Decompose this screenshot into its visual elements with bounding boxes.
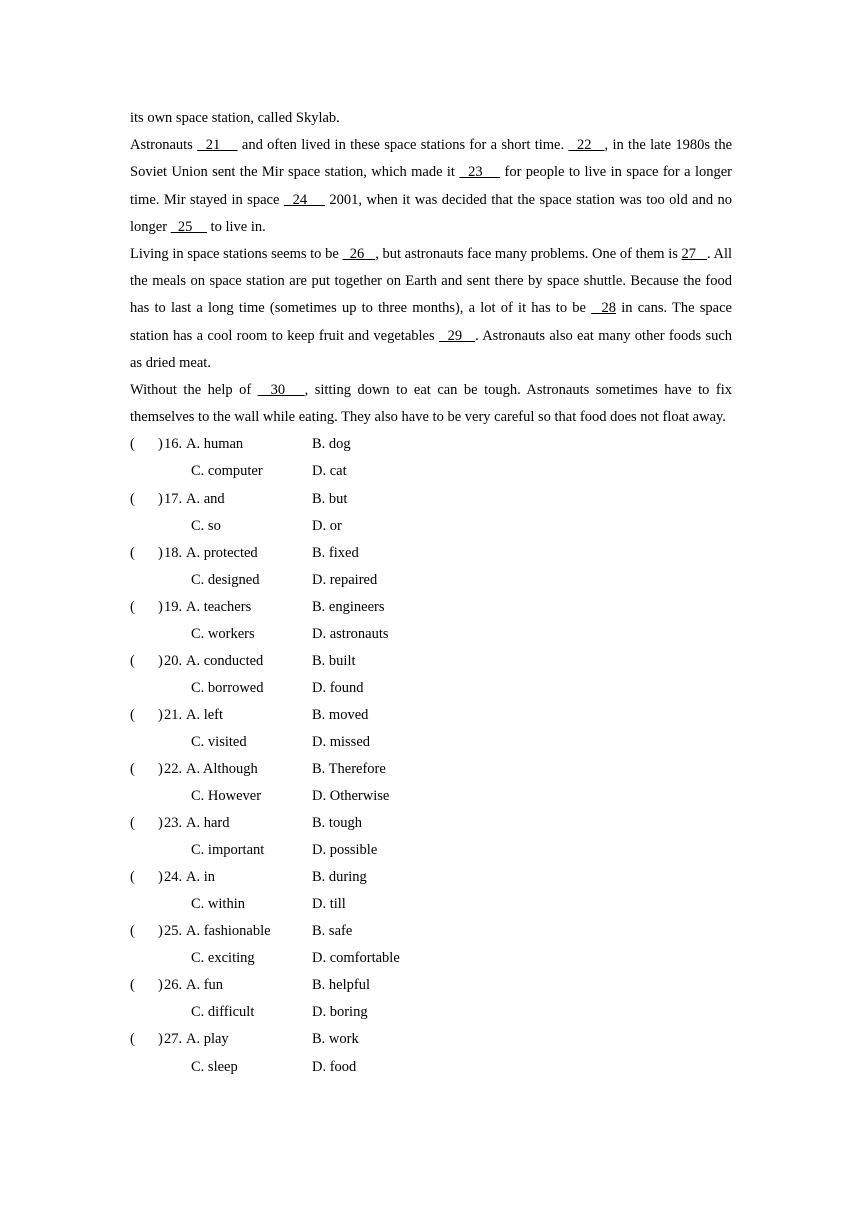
passage-paragraph-2	[130, 241, 732, 377]
option-d: D. cat	[312, 463, 347, 480]
passage-text: in cans. The space station has a cool room to keep fruit and vegetables	[130, 300, 732, 344]
option-b: B. work	[312, 1031, 359, 1048]
question-number: 20.	[164, 652, 183, 669]
option-a: A. in	[186, 869, 215, 886]
answer-paren-open[interactable]: (	[130, 490, 135, 507]
option-c: C. borrowed	[191, 679, 264, 696]
question-number: 26.	[164, 977, 183, 994]
answer-paren-close: )	[158, 598, 163, 615]
option-b: B. helpful	[312, 977, 370, 994]
option-b: B. but	[312, 490, 348, 507]
option-a: A. human	[186, 436, 244, 453]
answer-paren-open[interactable]: (	[130, 815, 135, 832]
passage-text: , sitting down to eat can be tough. Astronauts sometimes have to fix themselves to the wall while eating. They also have to be very careful so that food does not float away.	[130, 382, 732, 426]
answer-paren-open[interactable]: (	[130, 977, 135, 994]
answer-paren-open[interactable]: (	[130, 544, 135, 561]
answer-paren-close: )	[158, 544, 163, 561]
question-row-options	[130, 837, 732, 864]
option-c: C. However	[191, 788, 262, 805]
passage-text: 2001, when it was decided that the space station was too old and no longer	[130, 191, 733, 235]
answer-paren-open[interactable]: (	[130, 598, 135, 615]
question-number: 16.	[164, 436, 183, 453]
answer-blank: 24	[283, 191, 325, 208]
option-d: D. astronauts	[312, 625, 389, 642]
option-c: C. so	[191, 517, 221, 534]
question-number: 21.	[164, 706, 183, 723]
answer-paren-close: )	[158, 815, 163, 832]
question-number: 24.	[164, 869, 183, 886]
question-row-options	[130, 891, 732, 918]
option-c: C. workers	[191, 625, 255, 642]
option-a: A. protected	[186, 544, 258, 561]
answer-paren-open[interactable]: (	[130, 706, 135, 723]
answer-blank: 22	[568, 137, 605, 154]
option-b: B. moved	[312, 706, 369, 723]
option-b: B. built	[312, 652, 356, 669]
question-number: 17.	[164, 490, 183, 507]
option-d: D. food	[312, 1058, 357, 1075]
question-row-options	[130, 513, 732, 540]
question-row-options	[130, 783, 732, 810]
answer-paren-open[interactable]: (	[130, 761, 135, 777]
answer-blank: 28	[591, 300, 617, 317]
answer-paren-close: )	[158, 1031, 163, 1048]
answer-paren-close: )	[158, 490, 163, 507]
question-number: 19.	[164, 598, 183, 615]
option-c: C. computer	[191, 463, 263, 480]
question-row	[130, 648, 732, 675]
question-row	[130, 918, 732, 945]
option-d: D. missed	[312, 733, 370, 750]
option-a: A. left	[186, 706, 224, 723]
option-b: B. Therefore	[312, 761, 386, 777]
option-c: C. visited	[191, 733, 247, 750]
option-c: C. designed	[191, 571, 260, 588]
question-number: 22.	[164, 761, 183, 777]
option-d: D. or	[312, 517, 342, 534]
question-row	[130, 864, 732, 891]
option-d: D. found	[312, 679, 364, 696]
option-d: D. boring	[312, 1004, 368, 1021]
option-c: C. sleep	[191, 1058, 238, 1075]
question-row-options	[130, 729, 732, 756]
question-row	[130, 431, 732, 458]
option-c: C. difficult	[191, 1004, 255, 1021]
option-a: A. teachers	[186, 598, 252, 615]
question-row	[130, 1026, 732, 1053]
answer-paren-open[interactable]: (	[130, 1031, 135, 1048]
question-row-options	[130, 945, 732, 972]
question-row	[130, 486, 732, 513]
question-row	[130, 810, 732, 837]
option-d: D. Otherwise	[312, 788, 390, 805]
option-a: A. and	[186, 490, 225, 507]
option-c: C. important	[191, 842, 265, 859]
option-c: C. within	[191, 896, 245, 913]
passage-text: . Astronauts also eat many other foods such as dried meat.	[130, 327, 733, 371]
passage-text: to live in.	[206, 218, 266, 235]
passage-text: Without the help of	[130, 382, 258, 399]
answer-blank: 29	[438, 327, 476, 344]
option-b: B. safe	[312, 923, 353, 940]
passage-text: for people to live in space for a longer time. Mir stayed in space	[130, 164, 732, 208]
option-b: B. engineers	[312, 598, 385, 615]
passage-text: Living in space stations seems to be	[130, 246, 343, 263]
answer-paren-close: )	[158, 436, 163, 453]
question-number: 23.	[164, 815, 183, 832]
passage-text: Astronauts	[130, 137, 198, 154]
question-row	[130, 702, 732, 729]
question-row	[130, 540, 732, 567]
passage-text: and often lived in these space stations for a short time.	[237, 137, 569, 154]
option-d: D. repaired	[312, 571, 378, 588]
option-a: A. Although	[186, 761, 258, 777]
answer-blank: 26	[342, 246, 376, 263]
passage-line-skylab: its own space station, called Skylab.	[130, 110, 340, 126]
option-a: A. conducted	[186, 652, 264, 669]
answer-paren-open[interactable]: (	[130, 436, 135, 453]
question-row	[130, 594, 732, 621]
answer-blank: 30	[257, 382, 305, 399]
answer-paren-close: )	[158, 652, 163, 669]
question-row-options	[130, 458, 732, 485]
option-a: A. fun	[186, 977, 224, 994]
passage-text: , in the late 1980s the Soviet Union sent the Mir space station, which made it	[130, 137, 733, 181]
option-a: A. play	[186, 1031, 229, 1048]
question-number: 27.	[164, 1031, 183, 1048]
question-row-options	[130, 675, 732, 702]
answer-paren-close: )	[158, 923, 163, 940]
question-number: 25.	[164, 923, 183, 940]
answer-paren-open[interactable]: (	[130, 869, 135, 886]
option-d: D. comfortable	[312, 950, 400, 967]
question-row	[130, 756, 732, 783]
option-c: C. exciting	[191, 950, 255, 967]
option-b: B. during	[312, 869, 367, 886]
passage-paragraph-3	[130, 377, 732, 431]
answer-blank: 21	[197, 137, 238, 154]
question-row-options	[130, 999, 732, 1026]
option-d: D. till	[312, 896, 346, 913]
question-number: 18.	[164, 544, 183, 561]
option-b: B. fixed	[312, 544, 359, 561]
option-a: A. hard	[186, 815, 230, 832]
answer-blank: 23	[459, 164, 501, 181]
option-a: A. fashionable	[186, 923, 271, 940]
answer-paren-open[interactable]: (	[130, 923, 135, 940]
answer-blank: 25	[170, 218, 207, 235]
answer-blank: 27	[681, 246, 708, 263]
option-b: B. tough	[312, 815, 362, 832]
answer-paren-close: )	[158, 869, 163, 886]
option-b: B. dog	[312, 436, 351, 453]
passage-text: . All the meals on space station are put together on Earth and sent there by space shuttle. Because the food has to last a long time (sometimes up to three months), a lot of it has to be	[130, 246, 733, 317]
answer-paren-close: )	[158, 761, 163, 777]
question-row-options	[130, 567, 732, 594]
passage-text: , but astronauts face many problems. One of them is	[375, 246, 682, 263]
option-d: D. possible	[312, 842, 378, 859]
question-row	[130, 972, 732, 999]
document-page	[130, 105, 732, 1081]
question-list	[130, 431, 732, 1080]
answer-paren-open[interactable]: (	[130, 652, 135, 669]
question-row-options	[130, 1054, 732, 1081]
passage-paragraph-1	[130, 132, 732, 241]
answer-paren-close: )	[158, 977, 163, 994]
question-row-options	[130, 621, 732, 648]
answer-paren-close: )	[158, 706, 163, 723]
